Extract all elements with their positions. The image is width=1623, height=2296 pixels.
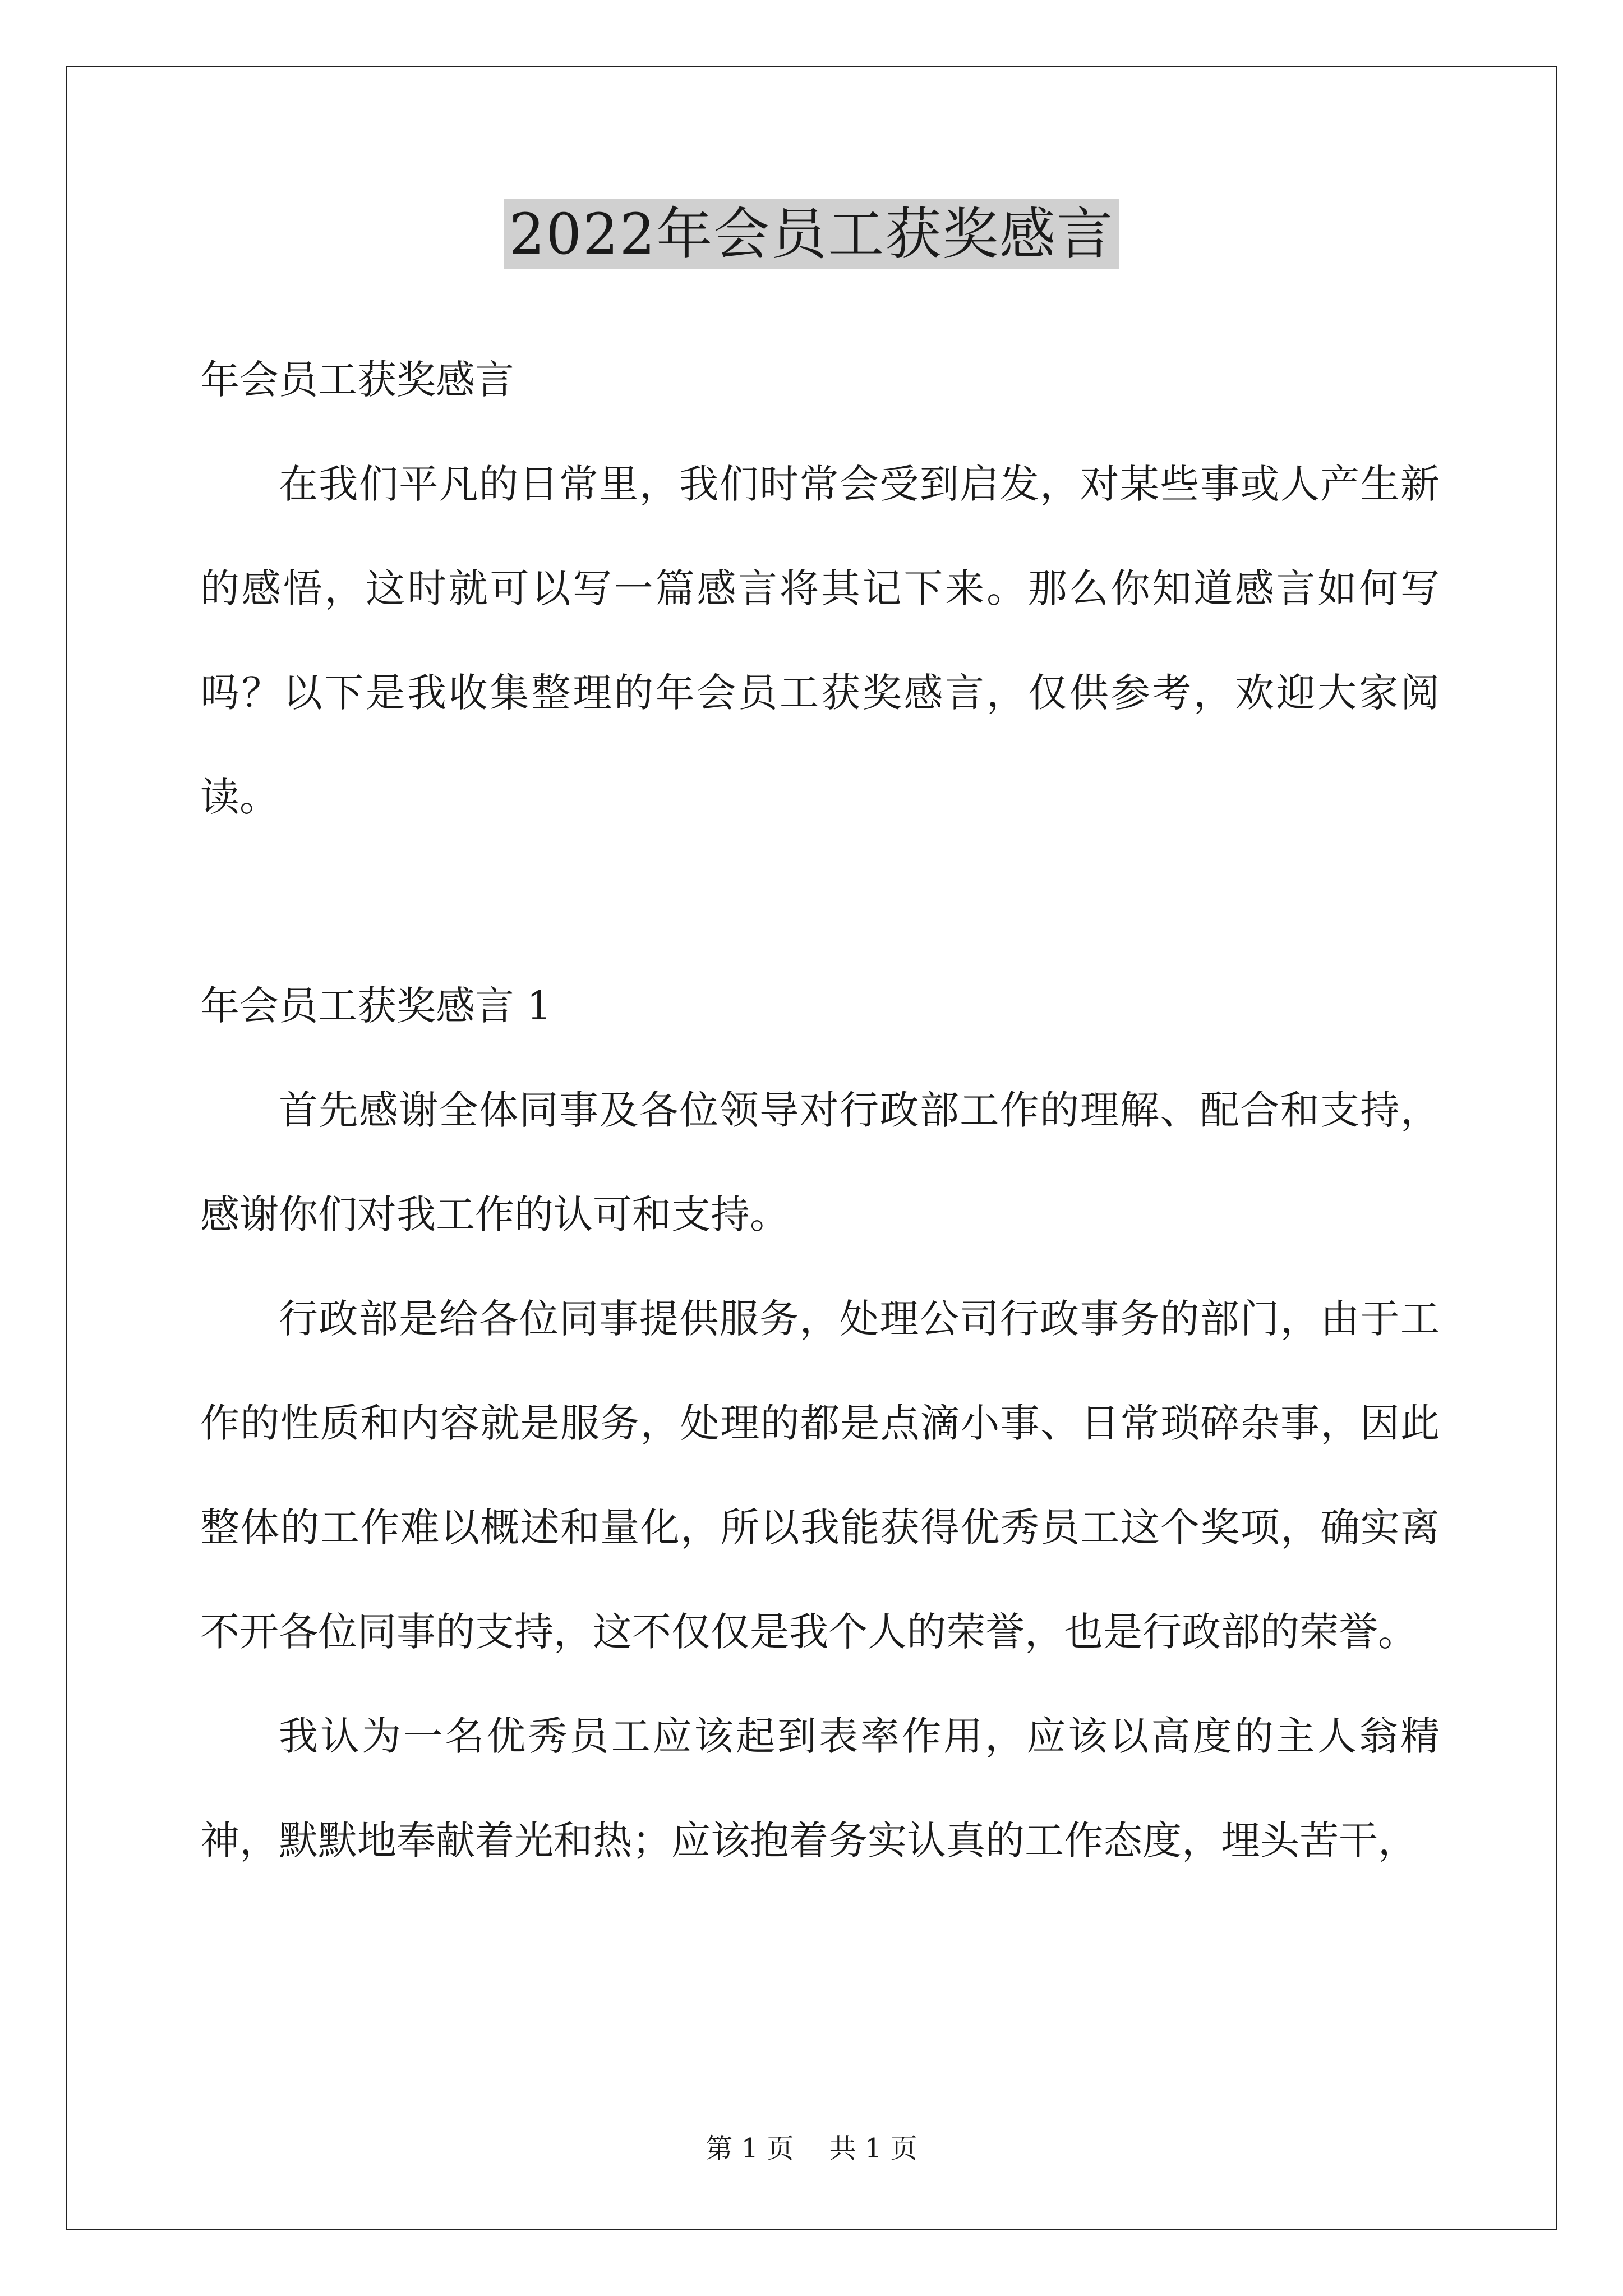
body-paragraph-3: 我认为一名优秀员工应该起到表率作用，应该以高度的主人翁精神，默默地奉献着光和热；应该抱着务实认真的工作态度，埋头苦干，	[200, 1713, 1440, 1864]
paragraph-spacer	[200, 849, 1440, 954]
body-paragraph-2: 行政部是给各位同事提供服务，处理公司行政事务的部门，由于工作的性质和内容就是服务，处理的都是点滴小事、日常琐碎杂事，因此整体的工作难以概述和量化，所以我能获得优秀员工这个奖项，确实离不开各位同事的支持，这不仅仅是我个人的荣誉，也是行政部的荣誉。	[200, 1296, 1440, 1655]
page-footer	[0, 2132, 1623, 2165]
page-total: 共 1 页	[829, 2133, 917, 2164]
document-subtitle: 年会员工获奖感言	[200, 357, 514, 403]
section-heading: 年会员工获奖感言 1	[200, 983, 552, 1029]
document-title	[0, 197, 1623, 272]
document-title-text: 2022年会员工获奖感言	[504, 199, 1120, 269]
page-number: 第 1 页	[706, 2133, 794, 2164]
intro-paragraph: 在我们平凡的日常里，我们时常会受到启发，对某些事或人产生新的感悟，这时就可以写一篇感言将其记下来。那么你知道感言如何写吗？以下是我收集整理的年会员工获奖感言，仅供参考，欢迎大家阅读。	[200, 461, 1440, 820]
body-paragraph-1: 首先感谢全体同事及各位领导对行政部工作的理解、配合和支持，感谢你们对我工作的认可和支持。	[200, 1087, 1440, 1237]
document-body	[200, 328, 1440, 1893]
